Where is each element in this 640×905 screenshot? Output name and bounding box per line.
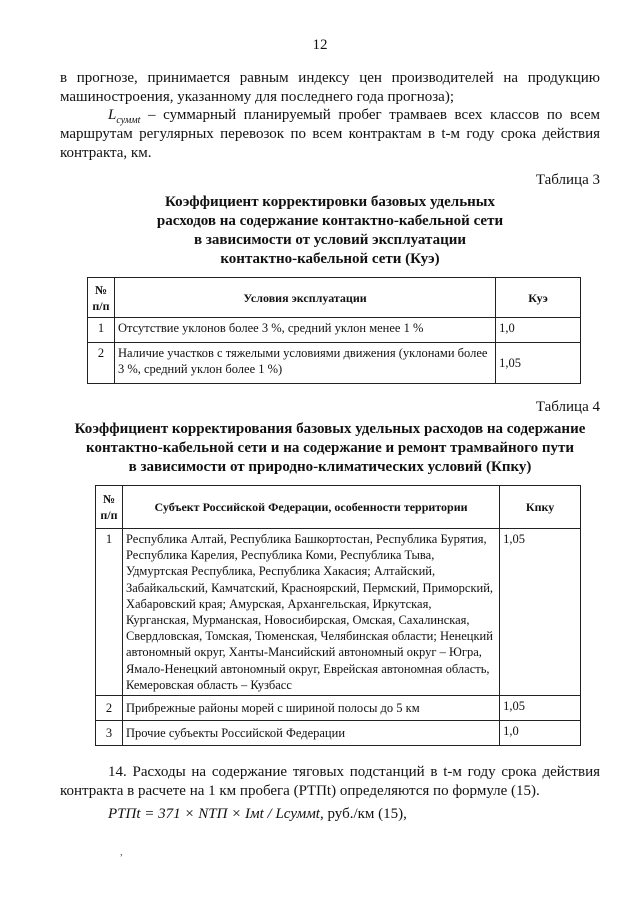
table4-row3-value: 1,0 (500, 721, 581, 746)
table4-title-line: в зависимости от природно-климатических условий (Кпку) (128, 459, 532, 475)
formula-text: = 371 × NТП × Iмt / Lсуммt (140, 806, 320, 822)
table3-header-conditions: Условия эксплуатации (114, 278, 495, 318)
table3-row2-value: 1,05 (496, 343, 581, 384)
page-number: 12 (312, 37, 328, 53)
intro-line-1: в прогнозе, принимается равным индексу цен производителей на продукцию (60, 70, 600, 86)
table4-header-num: № п/п (96, 486, 123, 529)
item14-line-1: 14. Расходы на содержание тяговых подстанций в t-м году срока действия (108, 764, 600, 780)
table3-label: Таблица 3 (535, 172, 600, 188)
table3-row1-num: 1 (88, 318, 115, 343)
table4 (95, 485, 581, 746)
definition-line-2: маршрутам регулярных перевозок по всем контрактам в t-м году срока действия (60, 126, 600, 142)
table4-header-coef: Кпку (500, 486, 581, 529)
table3-header-num: № п/п (88, 278, 115, 318)
table4-title-line: Коэффициент корректирования базовых удельных расходов на содержание (74, 421, 586, 437)
formula-15 (108, 806, 407, 823)
table4-row3-num: 3 (96, 721, 123, 746)
scan-mark: , (120, 846, 123, 858)
definition-variable-sub: суммt (116, 115, 141, 126)
table-row (96, 529, 581, 696)
table-row (88, 318, 581, 343)
table3-title (60, 193, 600, 269)
table4-title (60, 420, 600, 477)
table3-title-line: Коэффициент корректировки базовых удельных (165, 194, 495, 210)
table4-row3-text: Прочие субъекты Российской Федерации (122, 721, 499, 746)
table4-title-line: контактно-кабельной сети и на содержание и ремонт трамвайного пути (86, 440, 574, 456)
table4-row1-text: Республика Алтай, Республика Башкортостан, Республика Бурятия, Республика Карелия, Республика Коми, Республика Тыва, Удмуртская Республика, Республика Хакасия; Алтайский, Забайкальский, Камчатский, Красноярский, Пермский, Приморский, Хабаровский края; Амурская, Архангельская, Иркутская, Курганская, Мурманская, Новосибирская, Омская, Сахалинская, Свердловская, Томская, Тюменская, Челябинская области; Ненецкий автономный округ, Ханты-Мансийский автономный округ – Югра, Ямало-Ненецкий автономный округ, Еврейская автономная область, Кемеровская область – Кузбасс (122, 529, 499, 696)
table3-title-line: в зависимости от условий эксплуатации (193, 232, 466, 248)
table4-row1-value: 1,05 (500, 529, 581, 696)
formula-lhs: PТПt (108, 806, 141, 822)
table3-title-line: контактно-кабельной сети (Куэ) (220, 251, 440, 267)
table3-row2-text: Наличие участков с тяжелыми условиями движения (уклонами более 3 %, средний уклон более 1 %) (114, 343, 495, 384)
table4-row1-num: 1 (96, 529, 123, 696)
table3 (87, 277, 581, 384)
table3-header-row (88, 278, 581, 318)
table4-label: Таблица 4 (535, 399, 600, 415)
table-row (96, 696, 581, 721)
item14-line-2: контракта в расчете на 1 км пробега (PТПt) определяются по формуле (15). (60, 783, 540, 799)
table3-row1-value: 1,0 (496, 318, 581, 343)
table4-row2-value: 1,05 (500, 696, 581, 721)
table3-header-coef: Куэ (496, 278, 581, 318)
definition-line-1-rest: – суммарный планируемый пробег трамваев всех классов по всем (140, 107, 600, 123)
table4-header-subject: Субъект Российской Федерации, особенности территории (122, 486, 499, 529)
intro-line-2: машиностроения, указанному для последнего года прогноза); (60, 89, 454, 105)
table-row (88, 343, 581, 384)
table3-row1-text: Отсутствие уклонов более 3 %, средний уклон менее 1 % (114, 318, 495, 343)
table4-row2-num: 2 (96, 696, 123, 721)
table4-row2-text: Прибрежные районы морей с шириной полосы до 5 км (122, 696, 499, 721)
definition-line-3: контракта, км. (60, 145, 152, 161)
definition-variable: L (108, 107, 117, 123)
table4-header-row (96, 486, 581, 529)
table3-row2-num: 2 (88, 343, 115, 384)
formula-unit: , руб./км (15), (319, 806, 407, 822)
table3-title-line: расходов на содержание контактно-кабельной сети (156, 213, 504, 229)
table-row (96, 721, 581, 746)
